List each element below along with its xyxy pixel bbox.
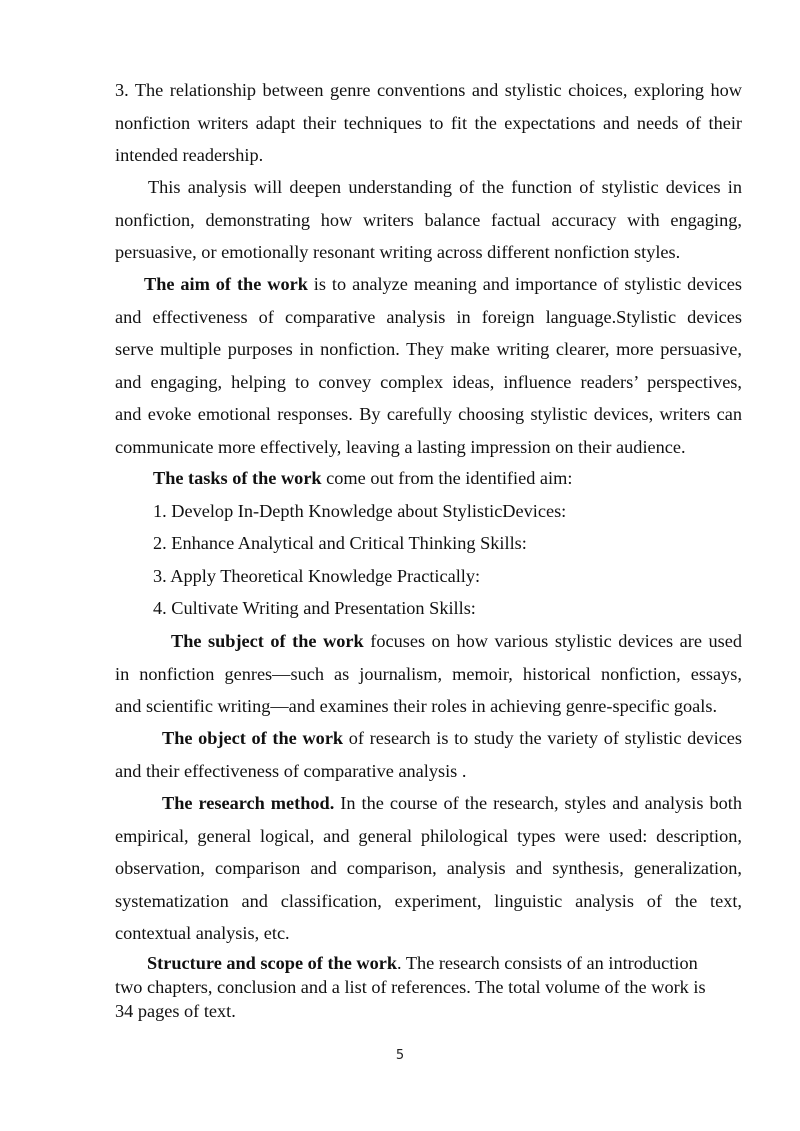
list-item: 1. Develop In-Depth Knowledge about StylisticDevices: — [153, 501, 567, 521]
list-item: 4. Cultivate Writing and Presentation Skills: — [153, 598, 476, 618]
text-line — [115, 787, 742, 820]
text-line: nonfiction writers adapt their techniques to fit the expectations and needs of their — [115, 112, 742, 133]
structure-text: . The research consists of an introduction — [397, 953, 698, 973]
tasks-heading: The tasks of the work — [153, 468, 322, 488]
text-line: communicate more effectively, leaving a lasting impression on their audience. — [115, 436, 686, 457]
text-line: contextual analysis, etc. — [115, 923, 290, 944]
text-line: 3. The relationship between genre conventions and stylistic choices, exploring how — [115, 80, 742, 100]
object-text: of research is to study the variety of stylistic devices — [343, 728, 742, 748]
text-line: empirical, general logical, and general philological types were used: description, — [115, 825, 742, 846]
paragraph-aim — [115, 268, 742, 464]
subject-text: focuses on how various stylistic devices are used — [363, 631, 742, 651]
text-line: and scientific writing—and examines their roles in achieving genre-specific goals. — [115, 696, 718, 717]
text-line: and effectiveness of comparative analysis in foreign language.Stylistic devices — [115, 306, 742, 327]
paragraph-method — [115, 787, 742, 950]
list-item: 3. Apply Theoretical Knowledge Practically: — [153, 566, 481, 586]
text-line: nonfiction, demonstrating how writers balance factual accuracy with engaging, — [115, 209, 742, 230]
aim-heading: The aim of the work — [144, 274, 308, 294]
text-line: persuasive, or emotionally resonant writing across different nonfiction styles. — [115, 242, 681, 263]
page-number: 5 — [395, 1048, 405, 1063]
subject-heading: The subject of the work — [171, 631, 364, 651]
text-line — [115, 722, 742, 755]
text-line: intended readership. — [115, 145, 264, 166]
aim-text: is to analyze meaning and importance of stylistic devices — [307, 274, 742, 294]
tasks-text: come out from the identified aim: — [321, 468, 573, 488]
paragraph-genre-conventions — [115, 74, 742, 172]
text-line: and evoke emotional responses. By carefully choosing stylistic devices, writers can — [115, 404, 742, 425]
text-line — [115, 268, 742, 301]
text-line — [115, 625, 742, 658]
paragraph-subject — [115, 625, 742, 723]
structure-heading: Structure and scope of the work — [147, 953, 398, 973]
text-line: observation, comparison and comparison, analysis and synthesis, generalization, — [115, 858, 742, 879]
text-line: systematization and classification, experiment, linguistic analysis of the text, — [115, 890, 742, 911]
paragraph-object — [115, 722, 742, 787]
text-line: serve multiple purposes in nonfiction. They make writing clearer, more persuasive, — [115, 339, 742, 360]
text-line: 34 pages of text. — [115, 1001, 236, 1021]
text-line: and engaging, helping to convey complex ideas, influence readers’ perspectives, — [115, 371, 742, 392]
method-text: In the course of the research, styles and analysis both — [334, 793, 742, 813]
paragraph-analysis — [115, 171, 742, 269]
list-item: 2. Enhance Analytical and Critical Thinking Skills: — [153, 533, 527, 553]
text-line: This analysis will deepen understanding of the function of stylistic devices in — [148, 177, 742, 197]
text-line: two chapters, conclusion and a list of references. The total volume of the work is — [115, 977, 706, 997]
object-heading: The object of the work — [162, 728, 344, 748]
text-line: in nonfiction genres—such as journalism, memoir, historical nonfiction, essays, — [115, 663, 742, 684]
structure-first-line — [115, 952, 698, 975]
tasks-intro — [153, 462, 572, 494]
method-heading: The research method. — [162, 793, 335, 813]
text-line: and their effectiveness of comparative analysis . — [115, 760, 467, 781]
